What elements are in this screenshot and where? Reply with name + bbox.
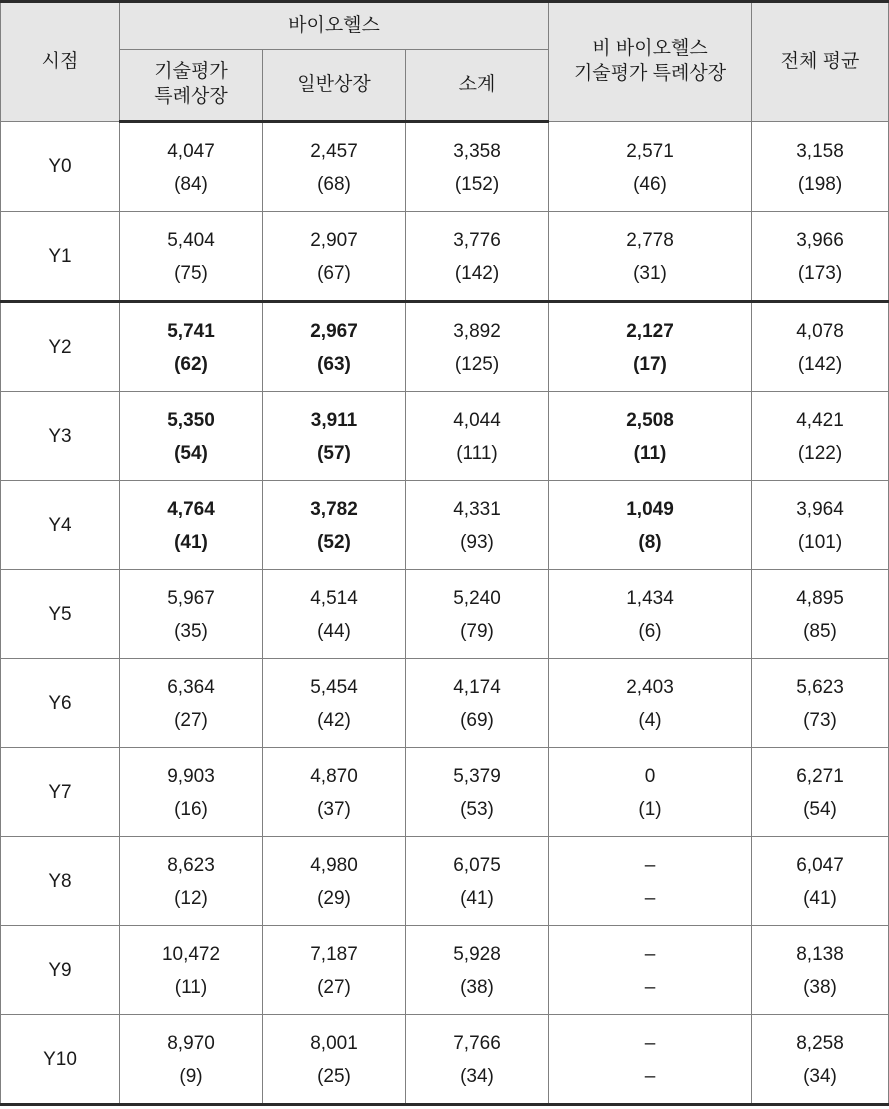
table-cell bbox=[549, 1015, 752, 1105]
table-cell bbox=[263, 212, 406, 302]
cell-value: 8,623 bbox=[167, 855, 215, 876]
table-cell bbox=[263, 122, 406, 212]
cell-value: 2,457 bbox=[310, 141, 358, 162]
table-cell bbox=[263, 926, 406, 1015]
cell-count: (62) bbox=[174, 354, 208, 375]
table-cell bbox=[406, 659, 549, 748]
cell-count: (122) bbox=[797, 443, 843, 464]
cell-count: (4) bbox=[638, 710, 662, 731]
cell-count: (25) bbox=[317, 1066, 351, 1087]
cell-count: (37) bbox=[317, 799, 351, 820]
table-cell bbox=[263, 748, 406, 837]
cell-value: 4,078 bbox=[796, 321, 844, 342]
table-cell bbox=[406, 837, 549, 926]
table-cell bbox=[752, 926, 889, 1015]
table-cell bbox=[549, 122, 752, 212]
cell-count: (11) bbox=[633, 443, 667, 464]
table-body bbox=[1, 122, 889, 1105]
cell-value: 5,623 bbox=[796, 677, 844, 698]
table-row bbox=[1, 302, 889, 392]
cell-count: (12) bbox=[174, 888, 208, 909]
cell-count: (41) bbox=[803, 888, 837, 909]
row-label: Y8 bbox=[1, 837, 120, 926]
cell-value: 5,350 bbox=[167, 410, 215, 431]
header-overall-average: 전체 평균 bbox=[752, 2, 889, 122]
cell-value: 8,001 bbox=[310, 1033, 358, 1054]
table-cell bbox=[120, 302, 263, 392]
cell-count: (84) bbox=[174, 174, 208, 195]
header-general-listing: 일반상장 bbox=[263, 50, 406, 122]
cell-value: 7,187 bbox=[310, 944, 358, 965]
cell-value: 4,174 bbox=[453, 677, 501, 698]
table-cell bbox=[120, 481, 263, 570]
cell-count: (152) bbox=[454, 174, 500, 195]
row-label: Y2 bbox=[1, 302, 120, 392]
cell-count: (38) bbox=[803, 977, 837, 998]
cell-count: (44) bbox=[317, 621, 351, 642]
cell-value: 2,571 bbox=[626, 140, 674, 162]
cell-count: (68) bbox=[317, 174, 351, 195]
table-cell bbox=[120, 212, 263, 302]
cell-count: (42) bbox=[317, 710, 351, 731]
cell-value: 5,454 bbox=[310, 677, 358, 698]
table-cell bbox=[120, 837, 263, 926]
cell-count: (16) bbox=[174, 799, 208, 820]
cell-count: (34) bbox=[803, 1066, 837, 1087]
cell-count: (125) bbox=[454, 354, 500, 375]
table-cell bbox=[549, 926, 752, 1015]
cell-value: 8,258 bbox=[796, 1033, 844, 1054]
cell-value: 10,472 bbox=[161, 944, 221, 965]
cell-value: 2,778 bbox=[626, 230, 674, 251]
cell-value: 2,508 bbox=[626, 410, 674, 431]
cell-count: (29) bbox=[317, 888, 351, 909]
cell-count: – bbox=[644, 977, 656, 998]
cell-value: 3,782 bbox=[310, 499, 358, 520]
header-group-biohealth: 바이오헬스 bbox=[120, 2, 549, 50]
cell-value: 2,403 bbox=[626, 677, 674, 698]
row-label: Y10 bbox=[1, 1015, 120, 1105]
cell-value: 6,075 bbox=[453, 855, 501, 876]
table-cell bbox=[406, 392, 549, 481]
cell-count: (93) bbox=[460, 532, 494, 553]
table-row bbox=[1, 1015, 889, 1105]
cell-value: 8,138 bbox=[796, 944, 844, 965]
table-row bbox=[1, 392, 889, 481]
cell-count: (101) bbox=[797, 532, 843, 553]
table-cell bbox=[406, 481, 549, 570]
table-cell bbox=[752, 122, 889, 212]
header-non-biohealth-line2: 기술평가 특례상장 bbox=[573, 63, 727, 84]
cell-value: 4,047 bbox=[167, 141, 215, 162]
cell-count: – bbox=[644, 888, 656, 909]
table-cell bbox=[263, 481, 406, 570]
cell-value: 4,870 bbox=[310, 766, 358, 787]
cell-count: (41) bbox=[174, 532, 208, 553]
table-cell bbox=[752, 659, 889, 748]
header-non-biohealth-line1: 비 바이오헬스 bbox=[592, 38, 708, 60]
cell-count: (54) bbox=[803, 799, 837, 820]
cell-count: (31) bbox=[633, 263, 667, 284]
header-time: 시점 bbox=[1, 2, 120, 122]
row-label: Y7 bbox=[1, 748, 120, 837]
cell-count: (57) bbox=[317, 443, 351, 464]
table-cell bbox=[406, 926, 549, 1015]
row-label: Y1 bbox=[1, 212, 120, 302]
cell-count: (38) bbox=[460, 977, 494, 998]
cell-count: (8) bbox=[638, 532, 662, 553]
cell-value: 5,240 bbox=[453, 588, 501, 609]
cell-count: (79) bbox=[460, 621, 494, 642]
table-cell bbox=[549, 212, 752, 302]
cell-count: (53) bbox=[460, 799, 494, 820]
table-cell bbox=[406, 212, 549, 302]
table-cell bbox=[752, 748, 889, 837]
table-cell bbox=[549, 837, 752, 926]
table-cell bbox=[549, 481, 752, 570]
cell-count: (11) bbox=[174, 977, 208, 998]
row-label: Y0 bbox=[1, 122, 120, 212]
cell-count: (63) bbox=[317, 354, 351, 375]
row-label: Y4 bbox=[1, 481, 120, 570]
cell-count: (54) bbox=[174, 443, 208, 464]
table-cell bbox=[549, 302, 752, 392]
cell-count: (111) bbox=[456, 443, 498, 464]
table-cell bbox=[406, 1015, 549, 1105]
cell-value: – bbox=[644, 1033, 656, 1054]
table-cell bbox=[120, 1015, 263, 1105]
cell-value: 7,766 bbox=[453, 1033, 501, 1054]
cell-count: (41) bbox=[460, 888, 494, 909]
row-label: Y6 bbox=[1, 659, 120, 748]
table-cell bbox=[406, 302, 549, 392]
cell-value: 6,047 bbox=[796, 855, 844, 876]
cell-value: 1,434 bbox=[626, 588, 674, 609]
cell-value: 5,967 bbox=[167, 588, 215, 609]
cell-value: 3,158 bbox=[796, 140, 844, 162]
cell-value: – bbox=[644, 855, 656, 876]
table-cell bbox=[549, 659, 752, 748]
table-cell bbox=[549, 570, 752, 659]
cell-count: (9) bbox=[179, 1066, 203, 1087]
table-cell bbox=[263, 1015, 406, 1105]
row-label: Y9 bbox=[1, 926, 120, 1015]
table-cell bbox=[120, 570, 263, 659]
cell-value: 8,970 bbox=[167, 1033, 215, 1054]
cell-value: 4,421 bbox=[796, 410, 844, 431]
table-row bbox=[1, 481, 889, 570]
table-cell bbox=[120, 659, 263, 748]
table-cell bbox=[752, 392, 889, 481]
cell-count: (142) bbox=[454, 263, 500, 284]
cell-value: 1,049 bbox=[626, 499, 674, 520]
table-cell bbox=[263, 570, 406, 659]
table-cell bbox=[263, 392, 406, 481]
cell-value: 6,271 bbox=[796, 766, 844, 787]
cell-count: (75) bbox=[174, 263, 208, 284]
table-row bbox=[1, 926, 889, 1015]
table-cell bbox=[752, 212, 889, 302]
table-cell bbox=[120, 122, 263, 212]
table-cell bbox=[752, 1015, 889, 1105]
cell-count: (1) bbox=[638, 799, 662, 820]
header-subtotal: 소계 bbox=[406, 50, 549, 122]
table-row bbox=[1, 659, 889, 748]
cell-value: 2,127 bbox=[626, 321, 674, 342]
cell-count: (27) bbox=[317, 977, 351, 998]
cell-count: (73) bbox=[803, 710, 837, 731]
cell-value: 3,966 bbox=[796, 230, 844, 251]
cell-count: (17) bbox=[633, 354, 667, 375]
table-cell bbox=[120, 392, 263, 481]
cell-value: 2,967 bbox=[310, 321, 358, 342]
cell-value: 6,364 bbox=[167, 677, 215, 698]
cell-value: 4,980 bbox=[310, 855, 358, 876]
cell-value: 3,964 bbox=[796, 499, 844, 520]
table-cell bbox=[752, 837, 889, 926]
table-cell bbox=[549, 748, 752, 837]
table-cell bbox=[406, 122, 549, 212]
cell-count: (85) bbox=[803, 621, 837, 642]
header-tech-special-listing-line1: 기술평가 bbox=[154, 61, 228, 83]
table-cell bbox=[752, 481, 889, 570]
table-row bbox=[1, 570, 889, 659]
cell-count: (142) bbox=[797, 354, 843, 375]
table-row bbox=[1, 748, 889, 837]
table-cell bbox=[120, 926, 263, 1015]
table-cell bbox=[263, 659, 406, 748]
cell-value: 3,776 bbox=[453, 230, 501, 251]
cell-value: – bbox=[644, 944, 656, 965]
cell-value: 4,514 bbox=[310, 588, 358, 609]
cell-value: 4,895 bbox=[796, 588, 844, 609]
header-tech-special-listing bbox=[120, 50, 263, 122]
cell-count: (69) bbox=[460, 710, 494, 731]
header-tech-special-listing-line2: 특례상장 bbox=[154, 86, 228, 107]
row-label: Y5 bbox=[1, 570, 120, 659]
table-cell bbox=[263, 302, 406, 392]
cell-value: 5,379 bbox=[453, 766, 501, 787]
row-label: Y3 bbox=[1, 392, 120, 481]
table-row bbox=[1, 837, 889, 926]
cell-value: 9,903 bbox=[167, 766, 215, 787]
table-cell bbox=[406, 570, 549, 659]
cell-value: 4,331 bbox=[453, 499, 501, 520]
cell-count: (52) bbox=[317, 532, 351, 553]
cell-value: 5,404 bbox=[167, 230, 215, 251]
cell-value: 3,892 bbox=[453, 321, 501, 342]
table-cell bbox=[406, 748, 549, 837]
table-row bbox=[1, 212, 889, 302]
cell-count: (27) bbox=[174, 710, 208, 731]
cell-count: (46) bbox=[633, 173, 667, 195]
cell-count: (34) bbox=[460, 1066, 494, 1087]
cell-count: (173) bbox=[797, 263, 843, 284]
header-non-biohealth bbox=[549, 2, 752, 122]
cell-value: 5,928 bbox=[453, 944, 501, 965]
table-header bbox=[1, 2, 889, 122]
cell-value: 2,907 bbox=[310, 230, 358, 251]
cell-value: 3,911 bbox=[310, 410, 358, 431]
cell-value: 5,741 bbox=[167, 321, 215, 342]
cell-value: 3,358 bbox=[453, 141, 501, 162]
cell-count: (198) bbox=[797, 173, 843, 195]
cell-value: 4,764 bbox=[167, 499, 215, 520]
table-cell bbox=[752, 302, 889, 392]
table-row bbox=[1, 122, 889, 212]
table-cell bbox=[263, 837, 406, 926]
table-cell bbox=[549, 392, 752, 481]
table-cell bbox=[752, 570, 889, 659]
table-cell bbox=[120, 748, 263, 837]
cell-count: (35) bbox=[174, 621, 208, 642]
cell-count: (6) bbox=[638, 621, 662, 642]
cell-count: (67) bbox=[317, 263, 351, 284]
cell-value: 0 bbox=[644, 766, 656, 787]
cell-value: 4,044 bbox=[453, 410, 501, 431]
table-header-row-groups bbox=[1, 2, 889, 50]
cell-count: – bbox=[644, 1066, 656, 1087]
